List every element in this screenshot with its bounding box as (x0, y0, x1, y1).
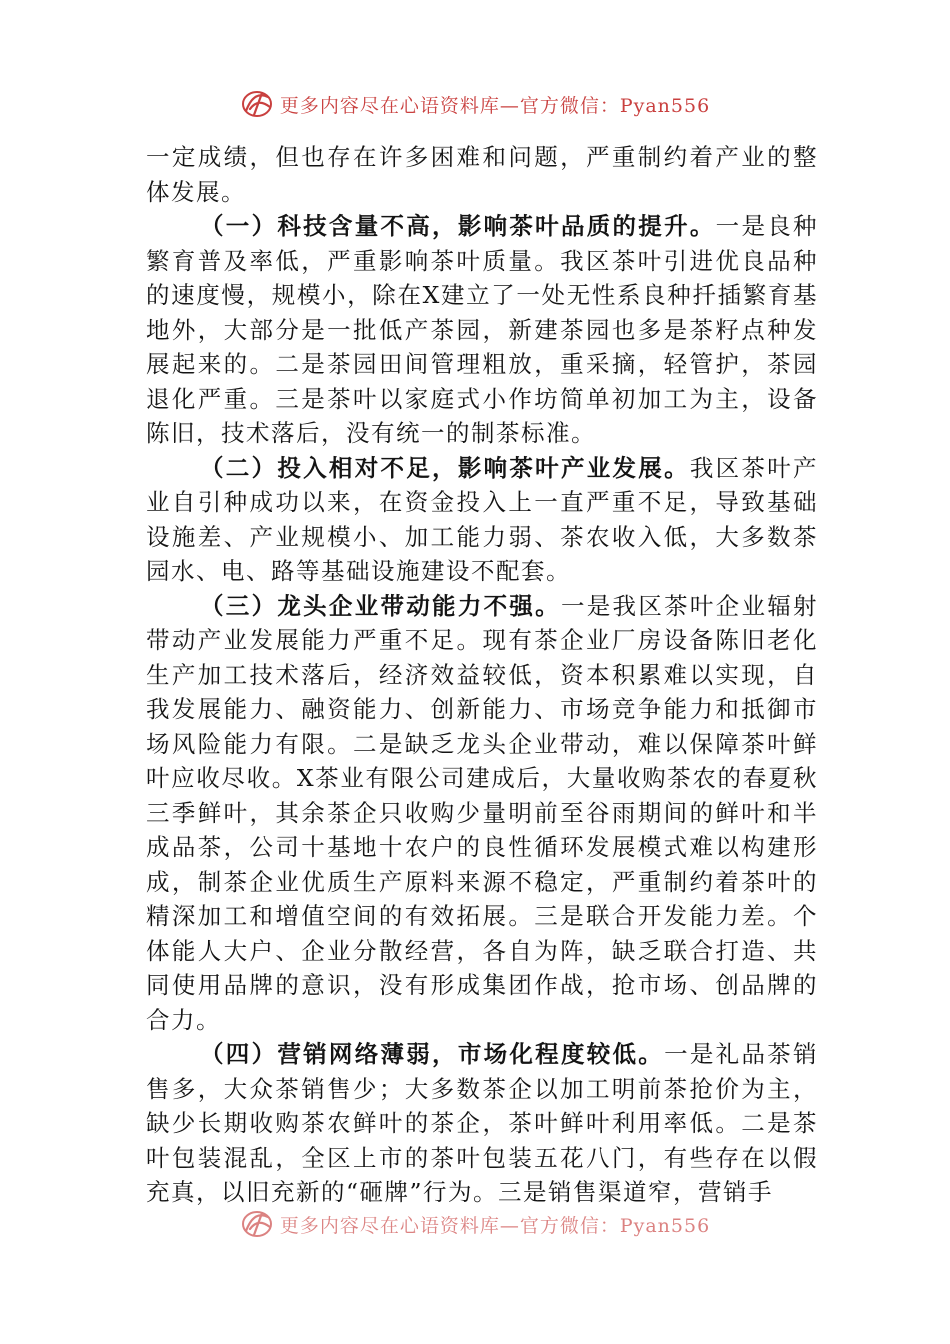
watermark-text: 更多内容尽在心语资料库—官方微信：Pyan556 (279, 1214, 711, 1237)
paragraph-section-4 (146, 1037, 818, 1210)
paragraph-section-2 (146, 451, 818, 589)
paragraph-body: 一定成绩，但也存在许多困难和问题，严重制约着产业的整体发展。 (146, 143, 818, 206)
paragraph-section-3 (146, 589, 818, 1038)
signature-logo-icon (240, 1207, 274, 1241)
paragraph-section-1 (146, 209, 818, 451)
paragraph-body: 一是良种繁育普及率低，严重影响茶叶质量。我区茶叶引进优良品种的速度慢，规模小，除在X建立了一处无性系良种扦插繁育基地外，大部分是一批低产茶园，新建茶园也多是茶籽点种发展起来的。二是茶园田间管理粗放，重采摘，轻管护，茶园退化严重。三是茶叶以家庭式小作坊简单初加工为主，设备陈旧，技术落后，没有统一的制茶标准。 (146, 212, 819, 447)
watermark-text: 更多内容尽在心语资料库—官方微信：Pyan556 (279, 94, 711, 117)
section-heading: （三）龙头企业带动能力不强。 (200, 591, 561, 620)
paragraph-body: 一是礼品茶销售多，大众茶销售少；大多数茶企以加工明前茶抢价为主，缺少长期收购茶农鲜叶的茶企，茶叶鲜叶利用率低。二是茶叶包装混乱，全区上市的茶叶包装五花八门，有些存在以假充真，以旧充新的“砸牌”行为。三是销售渠道窄，营销手 (146, 1040, 819, 1206)
paragraph-continuation (146, 140, 818, 209)
paragraph-body: 我区茶叶产业自引种成功以来，在资金投入上一直严重不足，导致基础设施差、产业规模小、加工能力弱、茶农收入低，大多数茶园水、电、路等基础设施建设不配套。 (146, 453, 819, 585)
document-body (146, 140, 818, 1210)
section-heading: （一）科技含量不高，影响茶叶品质的提升。 (200, 212, 716, 240)
footer-watermark (0, 1204, 950, 1244)
section-heading: （四）营销网络薄弱，市场化程度较低。 (200, 1040, 665, 1068)
section-heading: （二）投入相对不足，影响茶叶产业发展。 (200, 453, 690, 482)
paragraph-body: 一是我区茶叶企业辐射带动产业发展能力严重不足。现有茶企业厂房设备陈旧老化生产加工技术落后，经济效益较低，资本积累难以实现，自我发展能力、融资能力、创新能力、市场竞争能力和抵御市场风险能力有限。二是缺乏龙头企业带动，难以保障茶叶鲜叶应收尽收。X茶业有限公司建成后，大量收购茶农的春夏秋三季鲜叶，其余茶企只收购少量明前至谷雨期间的鲜叶和半成品茶，公司十基地十农户的良性循环发展模式难以构建形成，制茶企业优质生产原料来源不稳定，严重制约着茶叶的精深加工和增值空间的有效拓展。三是联合开发能力差。个体能人大户、企业分散经营，各自为阵，缺乏联合打造、共同使用品牌的意识，没有形成集团作战，抢市场、创品牌的合力。 (146, 591, 819, 1034)
signature-logo-icon (240, 87, 274, 121)
header-watermark (0, 84, 950, 124)
